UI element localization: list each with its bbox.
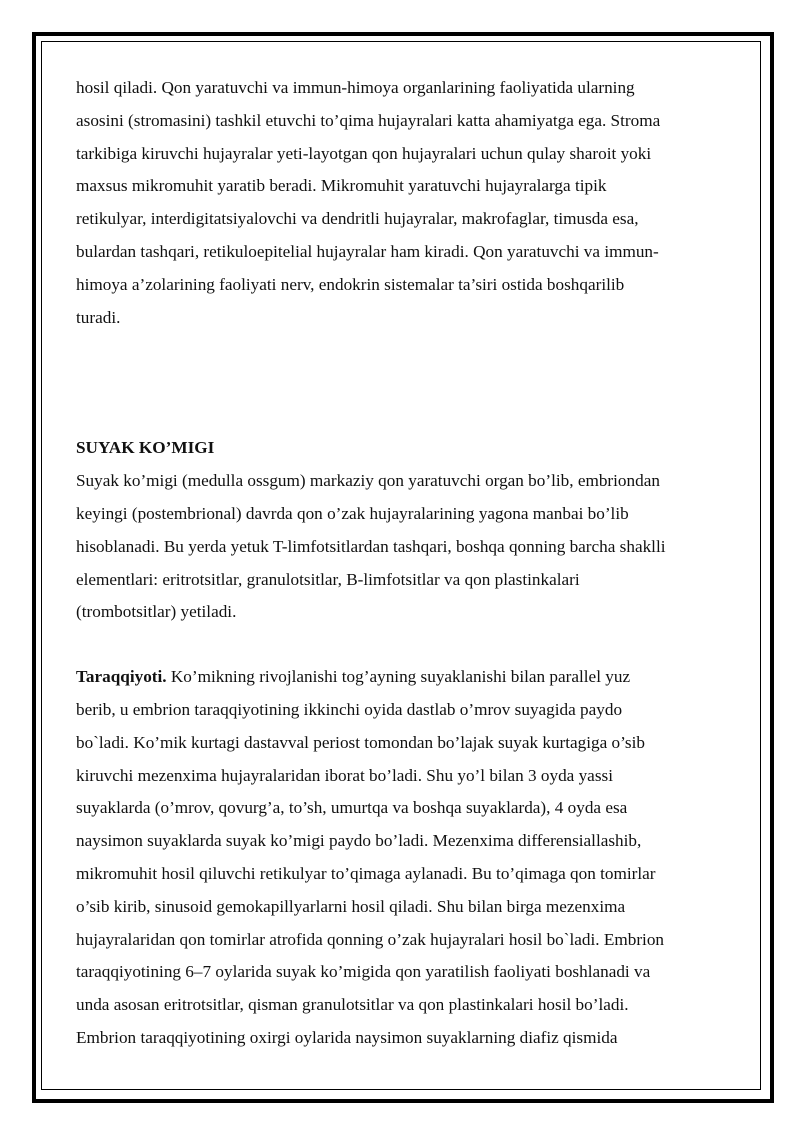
intro-line: hosil qiladi. Qon yaratuvchi va immun-himoya organlarining faoliyatida ularning [76,78,635,97]
intro-line: bulardan tashqari, retikuloepitelial hujayralar ham kiradi. Qon yaratuvchi va immun- [76,241,659,261]
section-line: hisoblanadi. Bu yerda yetuk T-limfotsitlardan tashqari, boshqa qonning barcha shaklli [76,536,666,556]
document-body [76,72,728,1055]
section-heading: SUYAK KO’MIGI [76,438,215,458]
development-label: Taraqqiyoti. [76,667,167,687]
intro-line: maxsus mikromuhit yaratib beradi. Mikromuhit yaratuvchi hujayralarga tipik [76,176,607,196]
development-line: suyaklarda (o’mrov, qovurg’a, to’sh, umurtqa va boshqa suyaklarda), 4 oyda esa [76,798,628,818]
intro-line: retikulyar, interdigitatsiyalovchi va dendritli hujayralar, makrofaglar, timusda esa, [76,209,639,229]
section-line: keyingi (postembrional) davrda qon o’zak hujayralarining yagona manbai bo’lib [76,503,629,523]
intro-line: turadi. [76,307,121,327]
section-line: Suyak ko’migi (medulla ossgum) markaziy qon yaratuvchi organ bo’lib, embriondan [76,471,660,491]
development-line: taraqqiyotining 6–7 oylarida suyak ko’migida qon yaratilish faoliyati boshlanadi va [76,962,651,982]
development-line: berib, u embrion taraqqiyotining ikkinchi oyida dastlab o’mrov suyagida paydo [76,699,623,719]
development-line: hujayralaridan qon tomirlar atrofida qonning o’zak hujayralari hosil bo`ladi. Embrion [76,929,665,949]
section-suyak-komigi [76,432,728,629]
development-line: kiruvchi mezenxima hujayralaridan iborat bo’ladi. Shu yo’l bilan 3 oyda yassi [76,765,613,785]
intro-line: himoya a’zolarining faoliyati nerv, endokrin sistemalar ta’siri ostida boshqarilib [76,274,625,294]
development-line: unda asosan eritrotsitlar, qisman granulotsitlar va qon plastinkalari hosil bo’ladi. [76,995,629,1015]
development-first-line [76,661,728,694]
section-line: (trombotsitlar) yetiladi. [76,602,237,622]
intro-paragraph [76,72,728,334]
section-line: elementlari: eritrotsitlar, granulotsitlar, B-limfotsitlar va qon plastinkalari [76,569,580,589]
intro-line: asosini (stromasini) tashkil etuvchi to’qima hujayralari katta ahamiyatga ega. Stroma [76,110,661,130]
development-paragraph [76,661,728,1055]
development-line: naysimon suyaklarda suyak ko’migi paydo bo’ladi. Mezenxima differensiallashib, [76,831,642,851]
development-first-line-text: Ko’mikning rivojlanishi tog’ayning suyaklanishi bilan parallel yuz [166,667,631,687]
intro-line: tarkibiga kiruvchi hujayralar yeti-layotgan qon hujayralari uchun qulay sharoit yoki [76,143,652,163]
development-line: o’sib kirib, sinusoid gemokapillyarlarni hosil qiladi. Shu bilan birga mezenxima [76,896,626,916]
development-line: bo`ladi. Ko’mik kurtagi dastavval periost tomondan bo’lajak suyak kurtagiga o’sib [76,732,645,752]
development-line: mikromuhit hosil qiluvchi retikulyar to’qimaga aylanadi. Bu to’qimaga qon tomirlar [76,863,656,883]
development-line: Embrion taraqqiyotining oxirgi oylarida naysimon suyaklarning diafiz qismida [76,1027,618,1047]
